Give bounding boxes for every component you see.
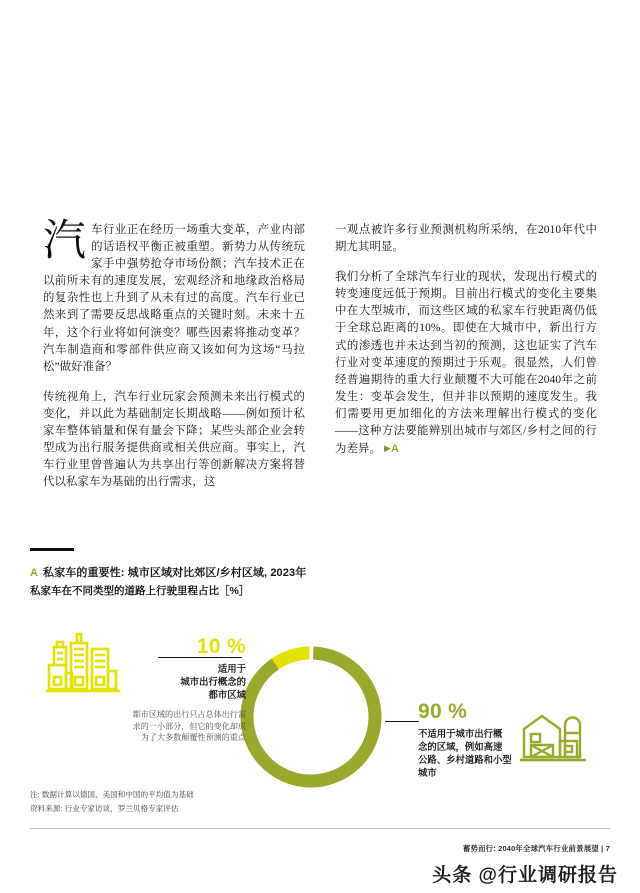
right-paragraph-2-text: 我们分析了全球汽车行业的现状，发现出行模式的转变速度远低于预期。目前出行模式的变化主要集中在大型城市，而这些区域的私家车行驶距离仍低于全球总距离的10%。即使在大城市中，新出行方式的渗透也并未达到当初的预测，这也证实了汽车行业对变革速度的预期过于乐观。很显然，人们曾经普遍期待的重大行业颠覆不大可能在2040年之前发生：变革会发生，但并非以预期的速度发生。我们需要用更加细化的方法来理解出行模式的变化——这种方法要能辨别出城市与郊区/乡村之间的行为差异。 <box>335 271 597 456</box>
urban-desc-line-2: 城市出行概念的 <box>180 675 246 687</box>
article-left-column <box>43 218 305 491</box>
urban-percentage: 10 % <box>196 634 246 658</box>
urban-note: 都市区域的出行只占总体出行需求的一小部分，但它的变化却成为了大多数颠覆性预测的重点 <box>132 710 246 742</box>
donut-ring <box>235 641 387 793</box>
right-paragraph-1: 一观点被许多行业预测机构所采纳，在2010年代中期尤其明显。 <box>335 224 597 254</box>
page-footer: 蓄势而行: 2040年全球汽车行业前景展望 | 7 <box>462 844 610 853</box>
leader-line-right <box>385 721 419 722</box>
urban-description <box>130 662 246 702</box>
exhibit-title <box>30 565 450 582</box>
urban-desc-line-3: 都市区域 <box>208 688 246 700</box>
watermark: 头条 @行业调研报告 <box>432 865 618 886</box>
intro-paragraph <box>43 218 305 376</box>
exhibit-reference-marker <box>384 440 399 458</box>
nonurban-percentage: 90 % <box>418 699 468 723</box>
article-right-column <box>335 222 597 491</box>
exhibit-block <box>30 548 610 811</box>
intro-paragraph-text: 车行业正在经历一场重大变革，产业内部的话语权平衡正被重塑。新势力从传统玩家手中强势抢夺市场份额；汽车技术正在以前所未有的速度发展，宏观经济和地缘政治格局的复杂性也上升到了从未有过的高度。汽车行业已然来到了需要反思战略重点的关键时刻。未来十五年，这个行业将如何演变？哪些因素将推动变革？汽车制造商和零部件供应商又该如何为这场“马拉松”做好准备？ <box>43 224 305 373</box>
footnote-note: 注: 数据计算以德国、美国和中国的平均值为基础 <box>30 790 194 799</box>
exhibit-tag: A <box>30 566 39 579</box>
nonurban-desc-line-4: 城市 <box>418 767 437 779</box>
exhibit-top-rule <box>30 548 74 551</box>
drop-cap: 汽 <box>43 218 87 265</box>
right-paragraph-2 <box>335 269 597 458</box>
left-paragraph-2: 传统视角上，汽车行业玩家会预测未来出行模式的变化，并以此为基础制定长期战略——例如预计私家车整体销量和保有量会下降；某些头部企业会转型成为出行服务提供商或相关供应商。事实上，汽车行业里曾普遍认为共享出行等创新解决方案将替代以私家车为基础的出行需求，这 <box>43 390 305 489</box>
donut-chart <box>30 611 610 811</box>
exhibit-footnotes <box>30 788 330 816</box>
triangle-icon: ▶ <box>383 443 391 454</box>
article-body <box>43 218 597 491</box>
callout-urban <box>130 636 246 744</box>
exhibit-reference-letter: A <box>391 443 400 456</box>
city-skyline-icon <box>46 629 120 700</box>
page-bottom-rule <box>30 828 610 829</box>
footnote-source: 资料来源: 行业专家访谈，罗兰贝格专家评估 <box>30 804 179 813</box>
nonurban-desc-line-1: 不适用于城市出行概 <box>418 727 503 739</box>
barn-farm-icon <box>520 703 590 770</box>
exhibit-title-text: 私家车的重要性: 城市区域对比郊区/乡村区域, 2023年 <box>43 566 307 579</box>
urban-desc-line-1: 适用于 <box>217 662 246 674</box>
nonurban-desc-line-3: 公路、乡村道路和小型 <box>418 753 512 765</box>
nonurban-desc-line-2: 念的区域，例如高速 <box>418 740 503 752</box>
exhibit-subtitle: 私家车在不同类型的道路上行驶里程占比［%］ <box>30 584 250 597</box>
